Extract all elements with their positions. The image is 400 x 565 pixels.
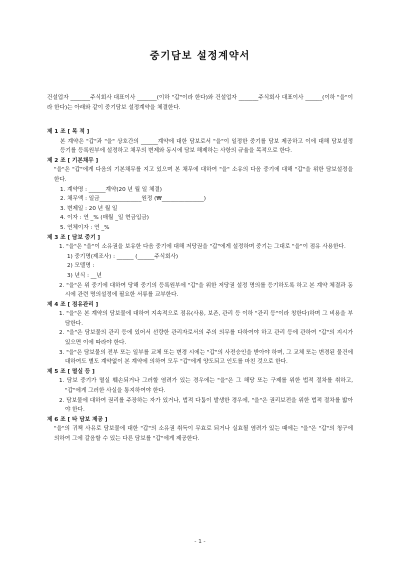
article-6-heading: 제 6 조 [ 타 담보 제공 ] [47, 416, 108, 423]
article-2-text: "을"은 "갑"에게 다음의 기본채무를 지고 있으며 본 채무에 대하여 "을" 소유의 다음 중기에 대해 "갑"을 위한 담보설정을 한다. [54, 167, 353, 183]
article-1-text: 본 계약은 "갑"과 "을" 상호간의 ______계약에 대한 담보로서 "을"이 일정한 중기를 담보 제공하고 이에 대해 담보설정 등기를 등록원부에 설정하고 채무의 변제와 동시에 담보 해제하는 사항의 규율을 목적으로 한다. [60, 138, 353, 155]
article-3-item-2: 2. "을"은 위 중기에 대하여 당해 중기의 등록원부에 "갑"을 위한 저당권 설정 명의를 등기하도록 하고 본 계약 체결과 동시에 관련 명의설정에 필요한 서류를 교부한다. [59, 282, 353, 299]
document-body [47, 128, 353, 445]
document-title: 중기담보 설정계약서 [149, 51, 251, 62]
intro-paragraph: 건설업자 _______주식회사 대표이사 _______(이하 "갑"이라 한다)와 건설업자 _______주식회사 대표이사 ______(이하 "을"이라 한다)는 아래와 같이 중기담보 설정계약을 체결한다. [47, 95, 353, 111]
article-3-heading: 제 3 조 [ 담보 중기 ] [47, 234, 101, 241]
article-4-item: 1. "을"은 본 계약의 담보물에 대하여 지속적으로 점유(사용, 보존, 관리 등 이하 "관리 등"이라 칭한다)하며 그 비용을 부담한다. [59, 311, 353, 327]
article-2-item: 3. 변제일 : 20 년 월 일 [60, 205, 118, 212]
article-4-heading: 제 4 조 [ 점유관리 ] [47, 301, 99, 308]
article-1-heading: 제 1 조 [ 목 적 ] [47, 129, 90, 135]
article-2-item: 5. 연체이자 : 연 _% [60, 224, 110, 231]
article-3-subitem: 1) 중기명(제조사) : ______ (______주식회사) [67, 253, 179, 260]
article-2-item: 4. 이자 : 연 _% (매월 _일 현금입금) [60, 215, 149, 222]
article-4-item: 2. "을"은 담보물의 관리 등에 있어서 선량한 관리자로서의 주의 의무를 다하여야 하고 관리 등에 관하여 "갑"의 지시가 있으면 이에 따라야 한다. [59, 330, 353, 347]
article-5-item: 2. 담보물에 대하여 권리를 주장하는 자가 있거나, 법적 다툼이 발생한 경우에, "을"은 권리보전을 위한 법적 절차를 밟아야 한다. [59, 397, 353, 414]
article-2-item: 2. 채무액 : 일금_______________원정 (₩_______________) [60, 196, 206, 203]
article-3-item-1: 1. "을"은 "을"이 소유권을 보유한 다음 중기에 대해 저당권을 "갑"에게 설정하며 중기는 그대로 "을"이 점유 사용한다. [59, 244, 346, 251]
article-4-item: 3. "을"은 담보물의 전부 또는 일부를 교체 또는 변경 시에는 "갑"의 사전승인을 받아야 하며, 그 교체 또는 변경된 물건에 대하여도 별도 계약없이 본 계약에 의하여 모두 "갑"에게 양도되고 인도를 마친 것으로 한다. [59, 349, 353, 366]
article-5-heading: 제 5 조 [ 멸실 등 ] [47, 368, 95, 375]
article-6-text: "을"의 귀책 사유로 담보물에 대한 "갑"의 소유권 취득이 무효로 되거나 실효될 염려가 있는 때에는 "을"은 "갑"의 청구에 의하여 그에 갈음할 수 있는 다른 담보를 "갑"에게 제공한다. [54, 426, 353, 442]
article-3-subitem: 3) 년식 : __년 [67, 272, 102, 279]
article-2-item: 1. 계약명 : ______계약(20 년 월 일 체결) [60, 186, 162, 193]
article-3-subitem: 2) 모델명 : [67, 263, 95, 270]
article-5-item: 1. 담보 중기가 멸실 훼손되거나 그러할 염려가 있는 경우에는 "을"은 그 해당 또는 구제를 위한 법적 절차를 취하고, "갑"에게 그러한 사실을 통지하여야 한다. [59, 378, 353, 395]
page-number: - 1 - [194, 539, 206, 545]
article-2-heading: 제 2 조 [ 기본채무 ] [47, 157, 99, 164]
